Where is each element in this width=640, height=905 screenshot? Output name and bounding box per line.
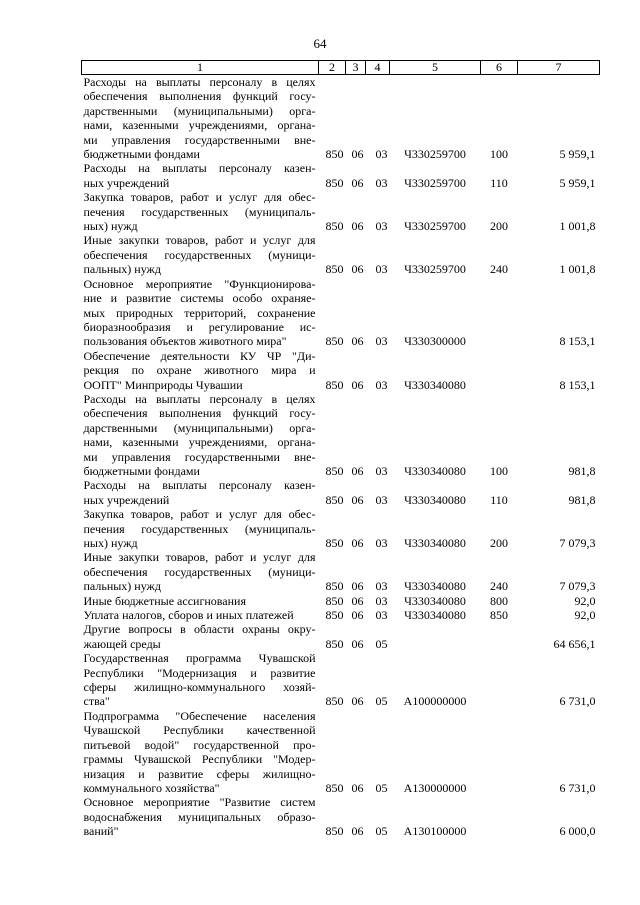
section-code: 06 (351, 579, 364, 594)
description-line: Закупка товаров, работ и услуг для обес- (83, 190, 316, 205)
subsection-code: 03 (375, 219, 388, 234)
target-article-code: Ч330340080 (404, 377, 466, 392)
ministry-code: 850 (325, 492, 344, 507)
row-description (82, 622, 319, 651)
table-row (82, 507, 600, 550)
description-line: ние и развитие системы особо охраняе- (83, 291, 316, 306)
expense-type-code: 240 (490, 579, 508, 594)
table-body (82, 75, 600, 839)
description-line: Подпрограмма "Обеспечение населения (83, 708, 316, 723)
amount: 8 153,1 (559, 334, 596, 349)
target-article-code: Ч330340080 (404, 463, 466, 478)
subsection-code: 03 (375, 147, 388, 162)
expense-type-code: 100 (490, 147, 508, 162)
target-article-code: Ч330340080 (404, 608, 466, 623)
description-line: граммы Чувашской Республики "Модер- (83, 752, 316, 767)
row-description (82, 507, 319, 550)
table-row (82, 550, 600, 593)
ministry-code: 850 (325, 219, 344, 234)
budget-table (81, 60, 600, 839)
description-line: бюджетными фондами (83, 147, 200, 162)
ministry-code: 850 (325, 694, 344, 709)
expense-type-code: 110 (490, 492, 508, 507)
ministry-code: 850 (325, 593, 344, 608)
description-line: ми управления государственными вне- (83, 449, 316, 464)
row-description (82, 594, 319, 608)
ministry-code: 850 (325, 636, 344, 651)
table-row (82, 349, 600, 392)
subsection-code: 03 (375, 377, 388, 392)
description-line: ООПТ" Минприроды Чувашии (83, 377, 243, 392)
section-code: 06 (351, 593, 364, 608)
subsection-code: 03 (375, 593, 388, 608)
subsection-code: 03 (375, 608, 388, 623)
page-number: 64 (313, 36, 327, 51)
section-code: 06 (351, 262, 364, 277)
row-description (82, 233, 319, 276)
description-line: пальных) нужд (83, 579, 161, 594)
row-description (82, 550, 319, 593)
description-line: Республики "Модернизация и развитие (83, 665, 316, 680)
header-cell-6: 6 (481, 61, 518, 75)
description-line: рекция по охране животного мира и (83, 363, 316, 378)
row-description (82, 478, 319, 507)
table-row (82, 594, 600, 608)
description-line: Обеспечение деятельности КУ ЧР "Ди- (83, 348, 316, 363)
description-line: Уплата налогов, сборов и иных платежей (83, 608, 294, 623)
table-row (82, 75, 600, 162)
subsection-code: 05 (375, 780, 388, 795)
description-line: водоснабжения муниципальных образо- (83, 809, 316, 824)
description-line: Государственная программа Чувашской (83, 651, 316, 666)
table-row (82, 622, 600, 651)
description-line: обеспечения выполнения функций госу- (83, 89, 316, 104)
amount: 981,8 (568, 492, 596, 507)
amount: 981,8 (568, 463, 596, 478)
expense-type-code (481, 349, 518, 392)
header-row (82, 61, 600, 75)
expense-type-code (481, 651, 518, 709)
expense-type-code (481, 277, 518, 349)
target-article-code: Ч330340080 (404, 492, 466, 507)
ministry-code: 850 (325, 463, 344, 478)
ministry-code: 850 (325, 579, 344, 594)
row-description (82, 349, 319, 392)
row-description (82, 651, 319, 709)
subsection-code: 05 (375, 636, 388, 651)
ministry-code: 850 (325, 334, 344, 349)
description-line: Другие вопросы в области охраны окру- (83, 622, 316, 637)
section-code: 06 (351, 608, 364, 623)
description-line: жающей среды (83, 636, 161, 651)
subsection-code: 05 (375, 824, 388, 839)
table-row (82, 392, 600, 478)
description-line: нами, казенными учреждениями, органа- (83, 118, 316, 133)
row-description (82, 75, 319, 162)
description-line: питьевой водой" государственной про- (83, 737, 316, 752)
description-line: ных) нужд (83, 219, 138, 234)
description-line: Закупка товаров, работ и услуг для обес- (83, 507, 316, 522)
amount: 6 731,0 (559, 780, 596, 795)
description-line: печения государственных (муниципаль- (83, 521, 316, 536)
table-row (82, 161, 600, 190)
description-line: Расходы на выплаты персоналу в целях (83, 391, 316, 406)
header-cell-5: 5 (390, 61, 481, 75)
section-code: 06 (351, 780, 364, 795)
amount: 6 000,0 (559, 824, 596, 839)
target-article-code: А100000000 (403, 694, 467, 709)
description-line: биоразнообразия и регулирование ис- (83, 319, 316, 334)
header-cell-1: 1 (82, 61, 319, 75)
subsection-code: 03 (375, 492, 388, 507)
target-article-code: Ч330259700 (404, 262, 466, 277)
amount: 1 001,8 (559, 262, 596, 277)
description-line: Иные закупки товаров, работ и услуг для (83, 233, 316, 248)
description-line: Расходы на выплаты персоналу казен- (83, 161, 316, 176)
description-line: Иные закупки товаров, работ и услуг для (83, 550, 316, 565)
description-line: дарственными (муниципальными) орга- (83, 103, 316, 118)
ministry-code: 850 (325, 175, 344, 190)
expense-type-code: 850 (490, 608, 508, 623)
target-article-code: Ч330340080 (404, 579, 466, 594)
table-row (82, 795, 600, 838)
description-line: ства" (83, 694, 110, 709)
expense-type-code (481, 709, 518, 795)
expense-type-code: 100 (490, 463, 508, 478)
description-line: Расходы на выплаты персоналу в целях (83, 75, 316, 89)
section-code: 06 (351, 492, 364, 507)
ministry-code: 850 (325, 262, 344, 277)
description-line: печения государственных (муниципаль- (83, 204, 316, 219)
expense-type-code: 800 (490, 593, 508, 608)
section-code: 06 (351, 175, 364, 190)
description-line: ми управления государственными вне- (83, 132, 316, 147)
subsection-code: 05 (375, 694, 388, 709)
expense-type-code: 200 (490, 219, 508, 234)
section-code: 06 (351, 636, 364, 651)
description-line: ваний" (83, 824, 119, 839)
description-line: пальных) нужд (83, 262, 161, 277)
target-article-code: Ч330259700 (404, 147, 466, 162)
target-article-code: Ч330300000 (404, 334, 466, 349)
section-code: 06 (351, 824, 364, 839)
expense-type-code: 240 (490, 262, 508, 277)
amount: 1 001,8 (559, 219, 596, 234)
description-line: ных) нужд (83, 536, 138, 550)
subsection-code: 03 (375, 334, 388, 349)
expense-type-code: 200 (490, 536, 508, 550)
expense-type-code: 110 (490, 175, 508, 190)
section-code: 06 (351, 334, 364, 349)
ministry-code: 850 (325, 780, 344, 795)
table-row (82, 709, 600, 795)
expense-type-code (481, 622, 518, 651)
section-code: 06 (351, 463, 364, 478)
ministry-code: 850 (325, 608, 344, 623)
description-line: Основное мероприятие "Функционирова- (83, 276, 316, 291)
target-article-code: А130000000 (403, 780, 467, 795)
description-line: Чувашской Республики качественной (83, 723, 316, 738)
section-code: 06 (351, 377, 364, 392)
description-line: Иные бюджетные ассигнования (83, 593, 246, 608)
amount: 5 959,1 (559, 147, 596, 162)
description-line: обеспечения выполнения функций госу- (83, 406, 316, 421)
amount: 92,0 (574, 608, 596, 623)
header-cell-2: 2 (319, 61, 346, 75)
amount: 6 731,0 (559, 694, 596, 709)
target-article-code: Ч330259700 (404, 219, 466, 234)
subsection-code: 03 (375, 262, 388, 277)
table-row (82, 478, 600, 507)
row-description (82, 709, 319, 795)
ministry-code: 850 (325, 536, 344, 550)
section-code: 06 (351, 147, 364, 162)
header-cell-3: 3 (346, 61, 366, 75)
section-code: 06 (351, 536, 364, 550)
description-line: Основное мероприятие "Развитие систем (83, 795, 316, 810)
description-line: дарственными (муниципальными) орга- (83, 420, 316, 435)
description-line: ных учреждений (83, 492, 170, 507)
target-article-code: А130100000 (403, 824, 467, 839)
description-line: Расходы на выплаты персоналу казен- (83, 478, 316, 493)
header-cell-7: 7 (518, 61, 600, 75)
row-description (82, 795, 319, 838)
description-line: нами, казенными учреждениями, органа- (83, 435, 316, 450)
header-cell-4: 4 (366, 61, 390, 75)
section-code: 06 (351, 694, 364, 709)
row-description (82, 190, 319, 233)
ministry-code: 850 (325, 147, 344, 162)
description-line: мых природных территорий, сохранение (83, 305, 316, 320)
subsection-code: 03 (375, 579, 388, 594)
expense-type-code (481, 795, 518, 838)
table-row (82, 190, 600, 233)
table-row (82, 233, 600, 276)
amount: 64 656,1 (553, 636, 596, 651)
ministry-code: 850 (325, 377, 344, 392)
table-row (82, 277, 600, 349)
section-code: 06 (351, 219, 364, 234)
amount: 8 153,1 (559, 377, 596, 392)
description-line: пользования объектов животного мира" (83, 334, 287, 349)
description-line: обеспечения государственных (муници- (83, 564, 316, 579)
amount: 5 959,1 (559, 175, 596, 190)
row-description (82, 392, 319, 478)
description-line: сферы жилищно-коммунального хозяй- (83, 680, 316, 695)
row-description (82, 161, 319, 190)
subsection-code: 03 (375, 463, 388, 478)
target-article-code: Ч330259700 (404, 175, 466, 190)
table-row (82, 651, 600, 709)
target-article-code (390, 622, 481, 651)
amount: 92,0 (574, 593, 596, 608)
row-description (82, 608, 319, 622)
row-description (82, 277, 319, 349)
subsection-code: 03 (375, 536, 388, 550)
description-line: ных учреждений (83, 175, 170, 190)
table-row (82, 608, 600, 622)
amount: 7 079,3 (559, 579, 596, 594)
description-line: бюджетными фондами (83, 463, 200, 478)
target-article-code: Ч330340080 (404, 536, 466, 550)
description-line: коммунального хозяйства" (83, 780, 220, 795)
amount: 7 079,3 (559, 536, 596, 550)
description-line: низация и развитие сферы жилищно- (83, 766, 316, 781)
ministry-code: 850 (325, 824, 344, 839)
description-line: обеспечения государственных (муници- (83, 247, 316, 262)
subsection-code: 03 (375, 175, 388, 190)
target-article-code: Ч330340080 (404, 593, 466, 608)
